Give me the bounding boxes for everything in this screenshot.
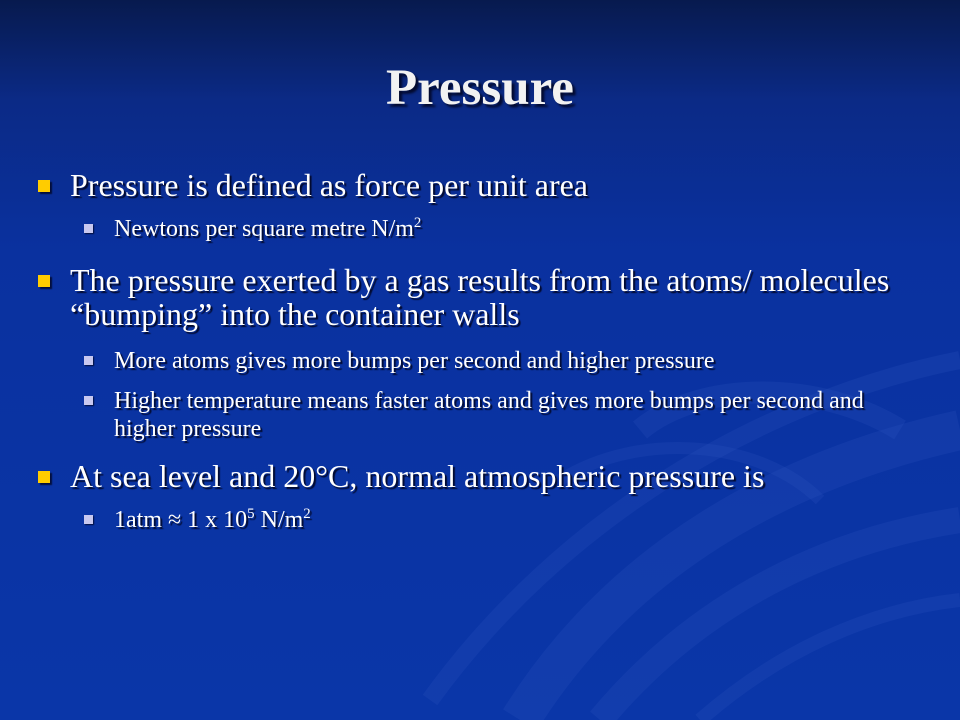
bullet-item — [36, 168, 916, 202]
sub-bullet-text: 1atm ≈ 1 x 10 — [114, 507, 248, 533]
square-bullet-icon — [38, 180, 50, 192]
bullet-text: At sea level and 20°C, normal atmospheric pressure is — [70, 458, 765, 494]
sub-bullet-item — [36, 215, 916, 243]
bullet-item — [36, 263, 916, 331]
bullet-item — [36, 459, 916, 493]
sub-bullet-item — [36, 387, 916, 443]
bullet-text: Pressure is defined as force per unit area — [70, 167, 588, 203]
sub-bullet-text: Newtons per square metre N/m — [114, 216, 414, 242]
square-bullet-icon — [84, 224, 93, 233]
square-bullet-icon — [84, 515, 93, 524]
unit-text: N/m — [254, 507, 304, 533]
superscript: 2 — [413, 214, 422, 231]
square-bullet-icon — [38, 275, 50, 287]
sub-bullet-item — [36, 506, 916, 534]
sub-bullet-text: More atoms gives more bumps per second and higher pressure — [114, 348, 715, 374]
exponent: 5 — [247, 505, 255, 522]
slide-title: Pressure — [386, 60, 574, 116]
sub-bullet-item — [36, 347, 916, 375]
square-bullet-icon — [38, 471, 50, 483]
bullet-text: The pressure exerted by a gas results from the atoms/ molecules “bumping” into the container walls — [70, 262, 890, 332]
sub-bullet-text: Higher temperature means faster atoms and gives more bumps per second and higher pressure — [114, 388, 864, 442]
slide-content — [36, 164, 916, 534]
square-bullet-icon — [84, 356, 93, 365]
superscript: 2 — [303, 505, 311, 522]
square-bullet-icon — [84, 396, 93, 405]
